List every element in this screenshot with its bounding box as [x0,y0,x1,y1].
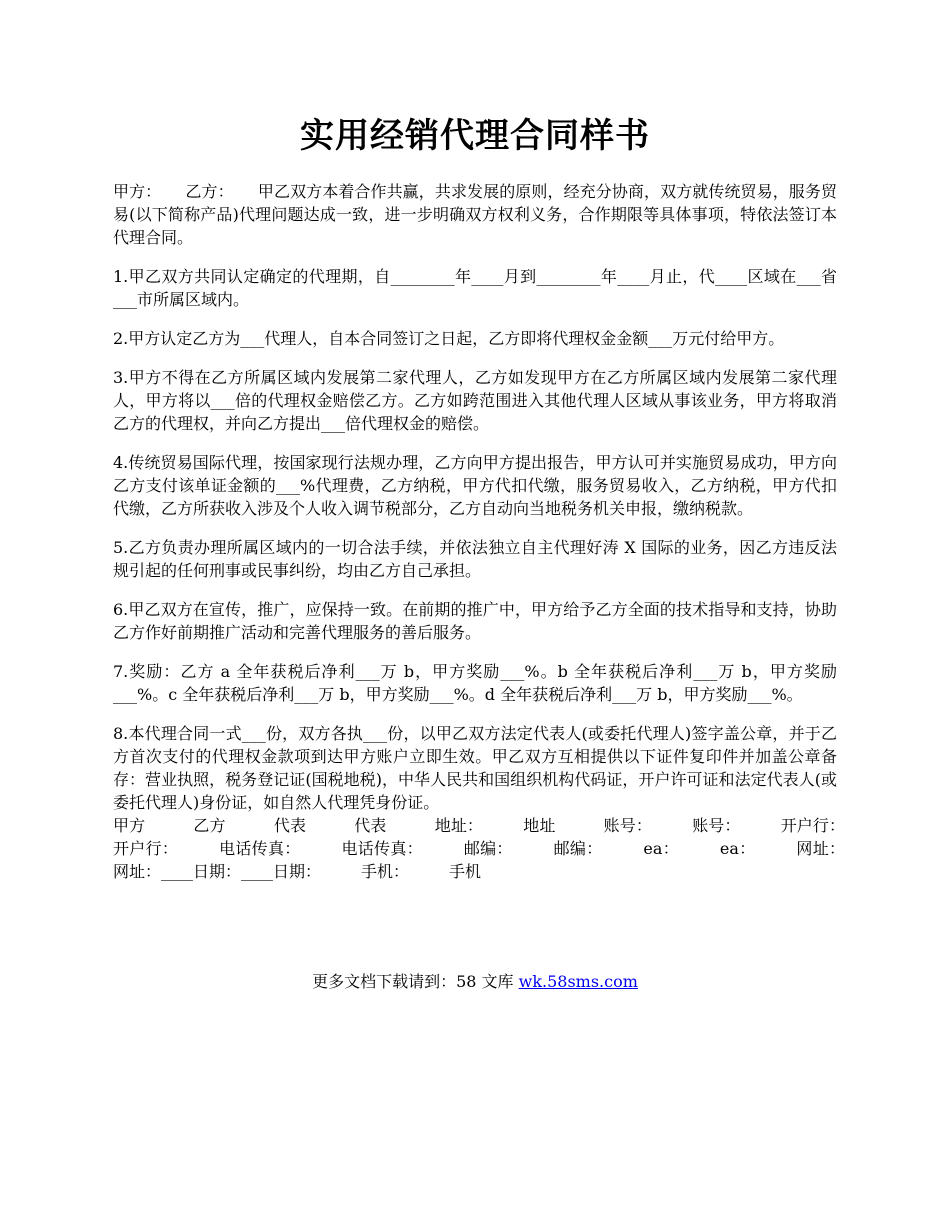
intro-paragraph: 甲方： 乙方： 甲乙双方本着合作共赢，共求发展的原则，经充分协商，双方就传统贸易，服务贸易(以下简称产品)代理问题达成一致，进一步明确双方权利义务，合作期限等具体事项，特依法签订本代理合同。 [113,182,837,247]
footer-link[interactable]: wk.58sms.com [518,972,638,991]
clause-8: 8.本代理合同一式___份，双方各执___份，以甲乙双方法定代表人(或委托代理人)签字盖公章，并于乙方首次支付的代理权金款项到达甲方账户立即生效。甲乙双方互相提供以下证件复印件并加盖公章备存：营业执照，税务登记证(国税地税)，中华人民共和国组织机构代码证，开户许可证和法定代表人(或委托代理人)身份证，如自然人代理凭身份证。 [113,724,837,812]
clause-2: 2.甲方认定乙方为___代理人，自本合同签订之日起，乙方即将代理权金金额___万元付给甲方。 [113,329,785,348]
clause-4: 4.传统贸易国际代理，按国家现行法规办理，乙方向甲方提出报告，甲方认可并实施贸易成功，甲方向乙方支付该单证金额的___%代理费，乙方纳税，甲方代扣代缴，服务贸易收入，乙方纳税，甲方代扣代缴，乙方所获收入涉及个人收入调节税部分，乙方自动向当地税务机关申报，缴纳税款。 [113,453,837,518]
clause-6: 6.甲乙双方在宣传，推广，应保持一致。在前期的推广中，甲方给予乙方全面的技术指导和支持，协助乙方作好前期推广活动和完善代理服务的善后服务。 [113,600,837,642]
footer [0,970,950,993]
document-title: 实用经销代理合同样书 [300,116,650,156]
clause-5: 5.乙方负责办理所属区域内的一切合法手续，并依法独立自主代理好涛 X 国际的业务，因乙方违反法规引起的任何刑事或民事纠纷，均由乙方自己承担。 [113,538,837,580]
footer-text: 更多文档下载请到：58 文库 [312,972,519,991]
clause-1: 1.甲乙双方共同认定确定的代理期，自________年____月到________年____月止，代____区域在___省___市所属区域内。 [113,267,837,309]
document-body [113,180,870,883]
clause-7: 7.奖励：乙方 a 全年获税后净利___万 b，甲方奖励___%。b 全年获税后净利___万 b，甲方奖励___%。c 全年获税后净利___万 b，甲方奖励___%。d 全年获税后净利___万 b，甲方奖励___%。 [113,662,837,704]
clause-3: 3.甲方不得在乙方所属区域内发展第二家代理人，乙方如发现甲方在乙方所属区域内发展第二家代理人，甲方将以___倍的代理权金赔偿乙方。乙方如跨范围进入其他代理人区域从事该业务，甲方将取消乙方的代理权，并向乙方提出___倍代理权金的赔偿。 [113,368,837,433]
signature-fields: 甲方 乙方 代表 代表 地址： 地址 账号： 账号： 开户行： 开户行： 电话传真： 电话传真： 邮编： 邮编： ea： ea： 网址： 网址：____日期：____日期： 手机： 手机 [113,816,870,881]
